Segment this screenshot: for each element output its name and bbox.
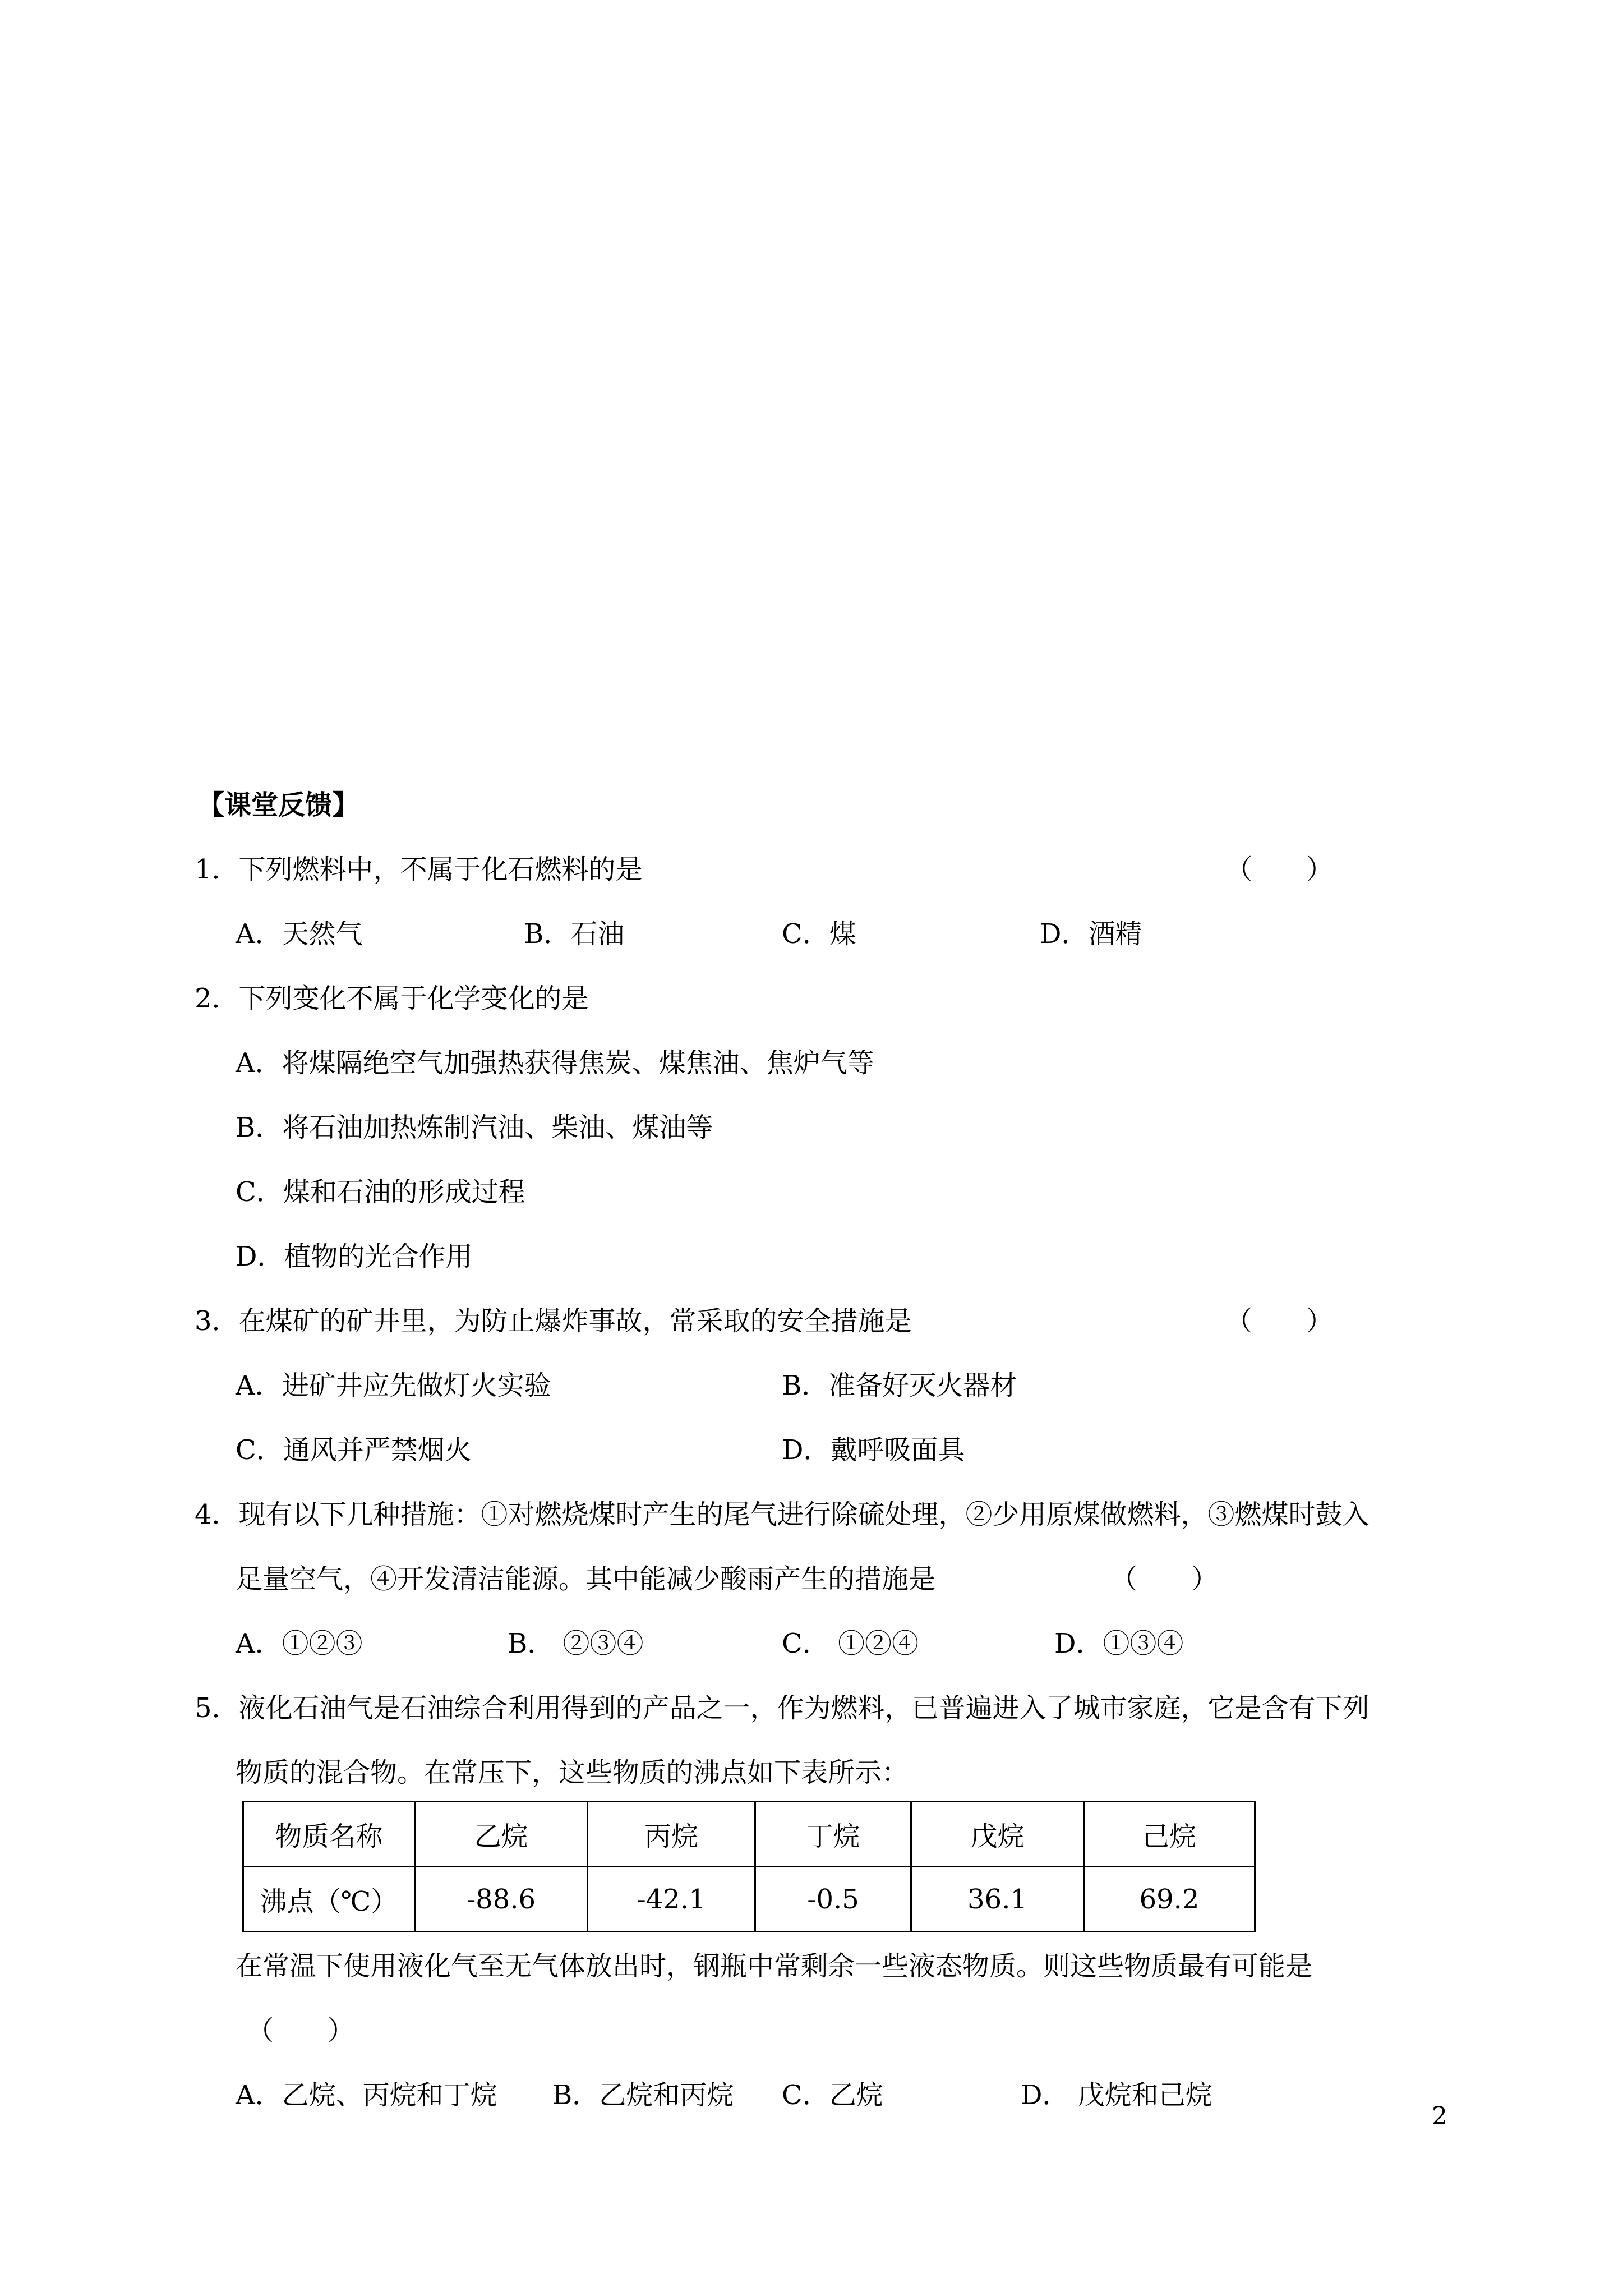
page-number: 2 (1432, 2102, 1447, 2131)
question-3-option-b: B．准备好灭火器材 (782, 1370, 1017, 1401)
table-cell: 丙烷 (588, 1802, 755, 1867)
table-cell: 69.2 (1084, 1867, 1255, 1932)
question-3-answer-paren: （ ） (1225, 1305, 1334, 1337)
question-4-option-c: C． ①②④ (782, 1628, 919, 1659)
question-1-stem: 1．下列燃料中，不属于化石燃料的是 (195, 854, 643, 885)
table-cell: 沸点（℃） (243, 1867, 415, 1932)
question-4-option-b: B． ②③④ (508, 1628, 644, 1659)
question-1-option-b: B．石油 (524, 918, 625, 950)
question-1-answer-paren: （ ） (1225, 854, 1334, 885)
table-row (243, 1867, 1255, 1932)
question-2-option-b: B．将石油加热炼制汽油、柴油、煤油等 (236, 1112, 713, 1143)
table-cell: -88.6 (415, 1867, 588, 1932)
table-cell: 己烷 (1084, 1802, 1255, 1867)
question-4-stem-line-2: 足量空气，④开发清洁能源。其中能减少酸雨产生的措施是 (236, 1563, 936, 1595)
question-5-stem-line-1: 5．液化石油气是石油综合利用得到的产品之一，作为燃料，已普遍进入了城市家庭，它是含有下列 (195, 1692, 1370, 1724)
question-3-option-d: D．戴呼吸面具 (782, 1434, 965, 1466)
question-3-option-c: C．通风并严禁烟火 (236, 1434, 472, 1466)
question-2-stem: 2．下列变化不属于化学变化的是 (195, 983, 589, 1014)
question-5-option-d: D． 戊烷和己烷 (1021, 2079, 1212, 2111)
question-2-option-c: C．煤和石油的形成过程 (236, 1176, 525, 1208)
question-1-option-d: D．酒精 (1040, 918, 1142, 950)
section-title: 【课堂反馈】 (197, 789, 359, 821)
table-cell: 物质名称 (243, 1802, 415, 1867)
question-5-option-c: C．乙烷 (782, 2079, 883, 2111)
question-1-option-a: A．天然气 (236, 918, 363, 950)
table-cell: -42.1 (588, 1867, 755, 1932)
question-5-stem-line-2: 物质的混合物。在常压下，这些物质的沸点如下表所示： (236, 1757, 909, 1788)
question-5-option-b: B．乙烷和丙烷 (552, 2079, 734, 2111)
question-4-option-a: A．①②③ (236, 1628, 363, 1659)
table-cell: 36.1 (911, 1867, 1084, 1932)
question-4-option-d: D．①③④ (1054, 1628, 1184, 1659)
table-cell: 戊烷 (911, 1802, 1084, 1867)
table-cell: -0.5 (755, 1867, 911, 1932)
table-cell: 丁烷 (755, 1802, 911, 1867)
table-header-row (243, 1802, 1255, 1867)
table-cell: 乙烷 (415, 1802, 588, 1867)
question-2-option-d: D．植物的光合作用 (236, 1241, 473, 1272)
question-4-answer-paren: （ ） (1110, 1563, 1219, 1595)
question-2-option-a: A．将煤隔绝空气加强热获得焦炭、煤焦油、焦炉气等 (236, 1047, 874, 1079)
question-5-answer-paren: （ ） (247, 2015, 355, 2046)
question-1-option-c: C．煤 (782, 918, 856, 950)
question-3-option-a: A．进矿井应先做灯火实验 (236, 1370, 551, 1401)
question-4-stem-line-1: 4．现有以下几种措施：①对燃烧煤时产生的尾气进行除硫处理，②少用原煤做燃料，③燃煤时鼓入 (195, 1499, 1370, 1530)
boiling-point-table (242, 1801, 1256, 1932)
question-5-followup: 在常温下使用液化气至无气体放出时，钢瓶中常剩余一些液态物质。则这些物质最有可能是 (236, 1950, 1313, 1982)
question-5-option-a: A．乙烷、丙烷和丁烷 (236, 2079, 497, 2111)
question-3-stem: 3．在煤矿的矿井里，为防止爆炸事故，常采取的安全措施是 (195, 1305, 912, 1337)
